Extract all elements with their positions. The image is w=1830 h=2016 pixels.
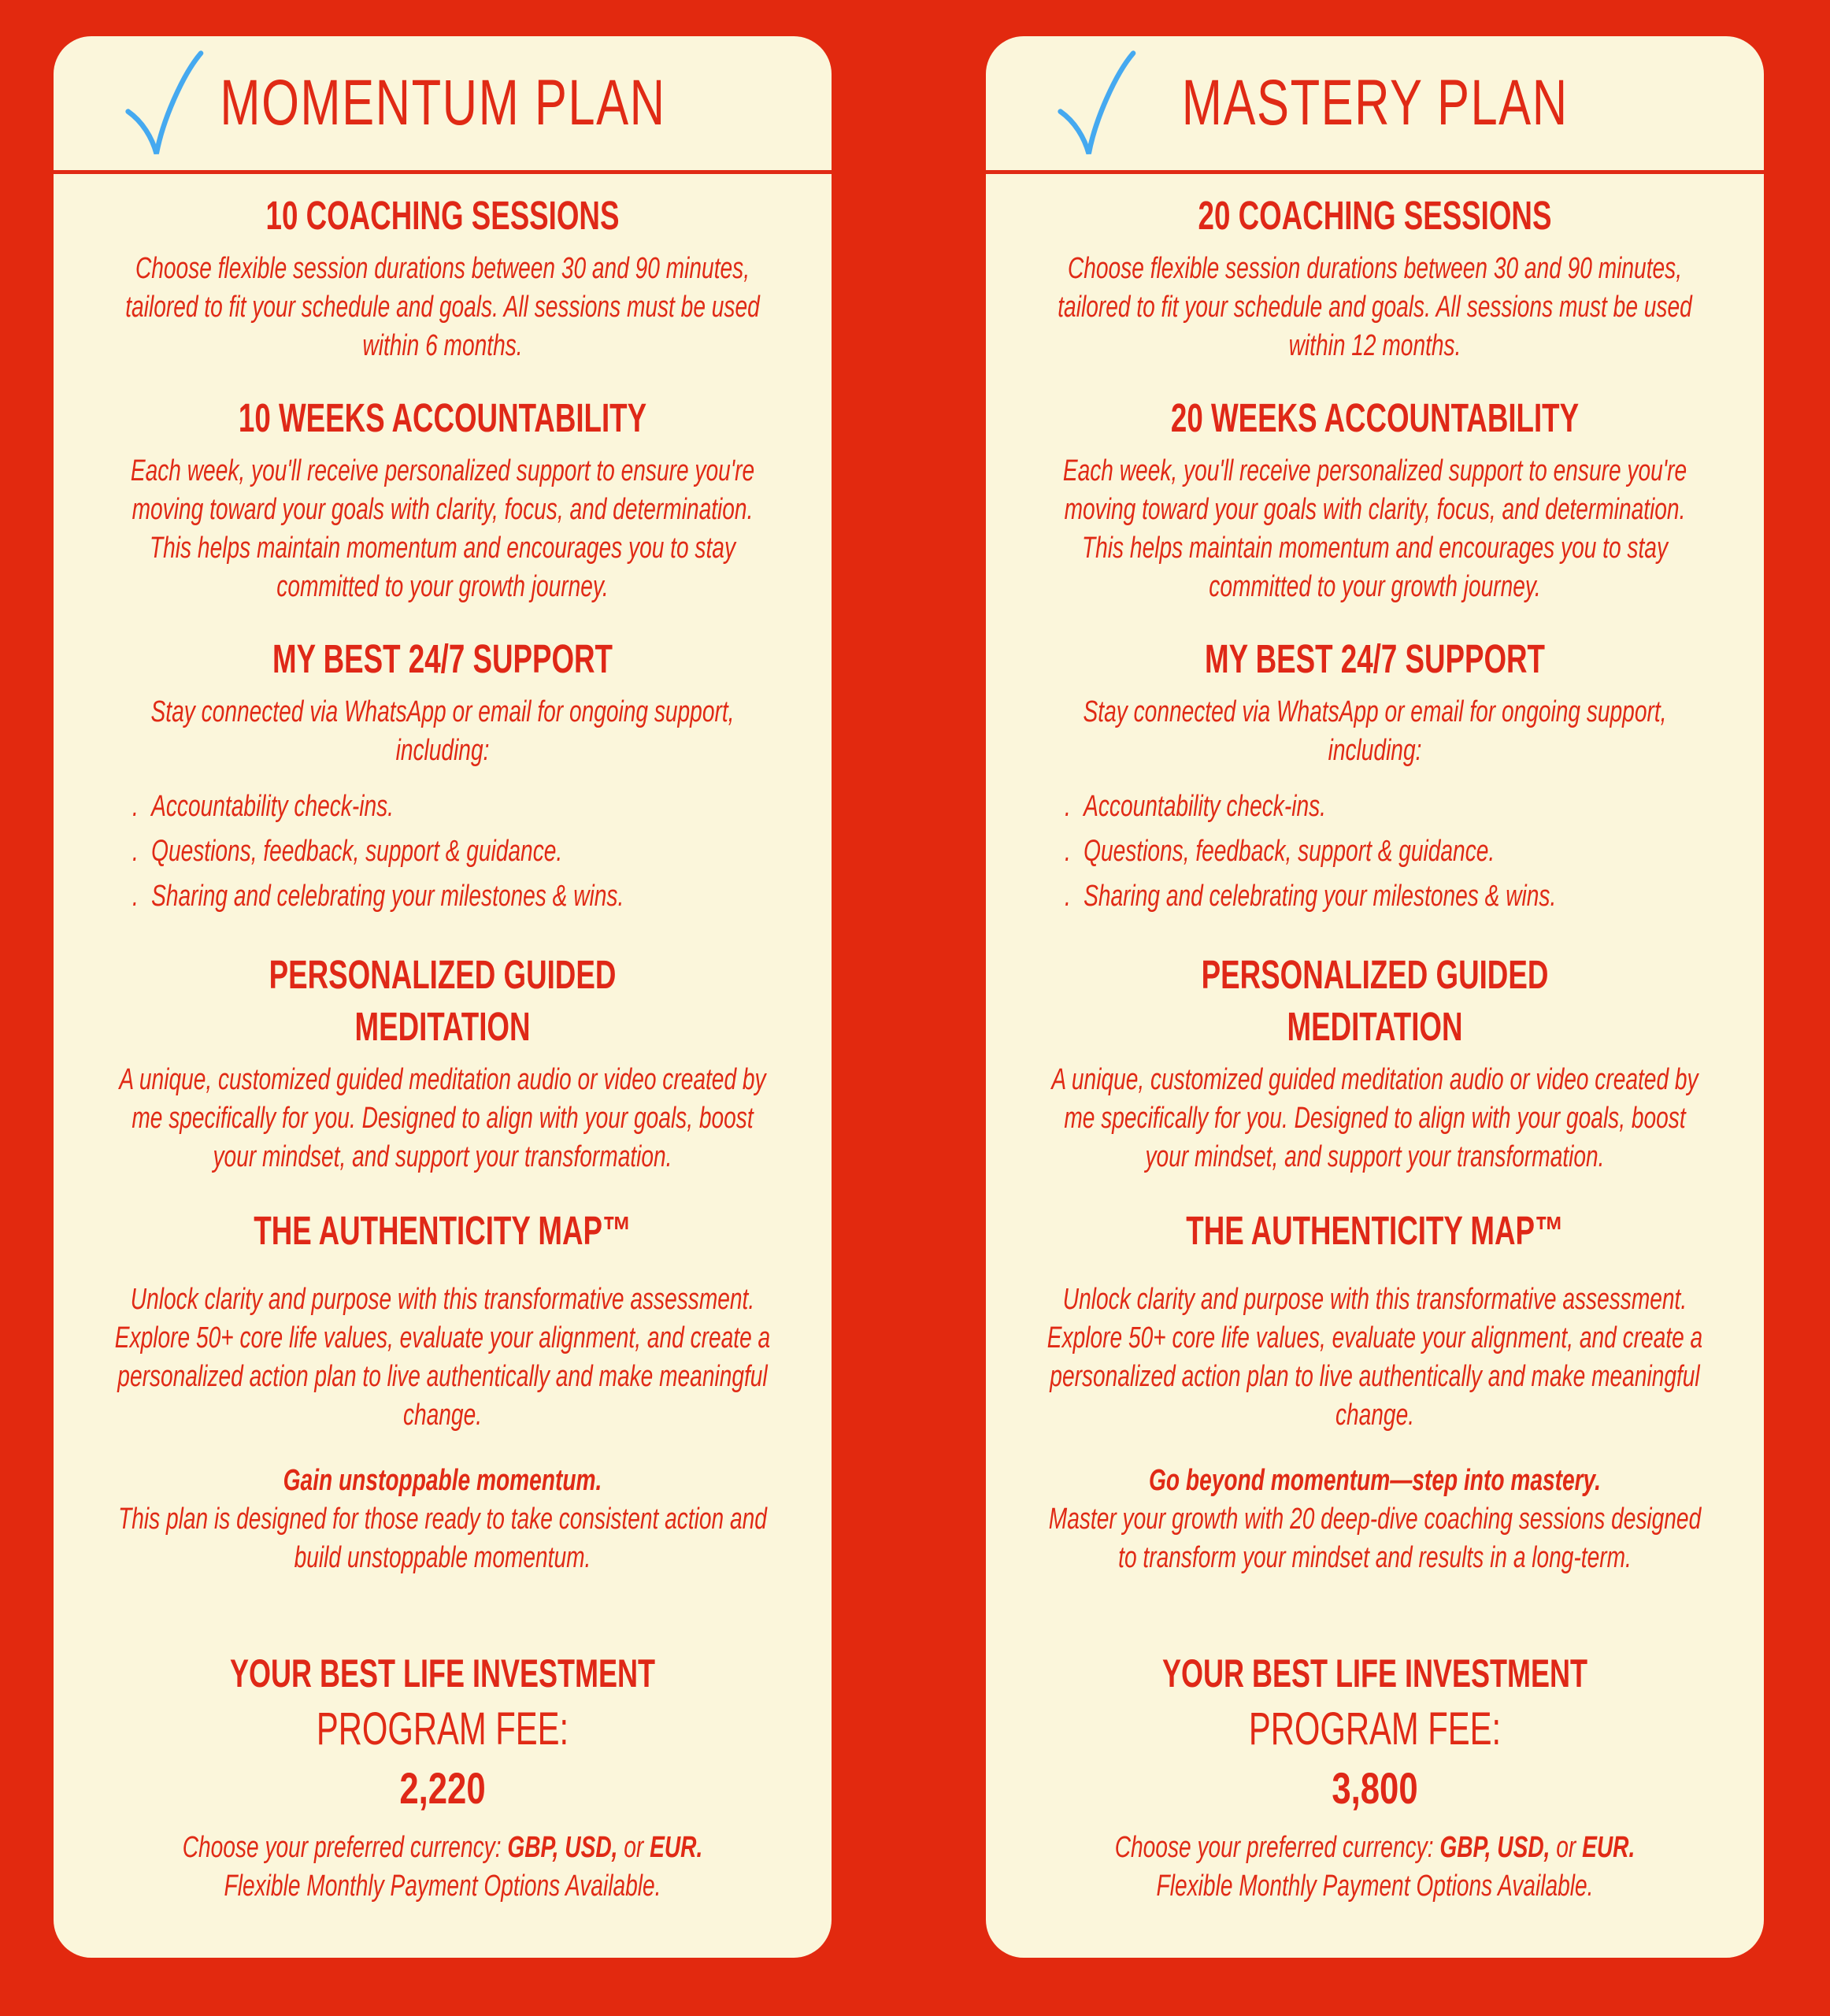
- footer-block: [1044, 1829, 1706, 1906]
- support-intro: Stay connected via WhatsApp or email for ongoing support, including:: [150, 695, 735, 767]
- investment-heading: YOUR BEST LIFE INVESTMENT: [1161, 1651, 1588, 1695]
- plan-content: [54, 190, 832, 1906]
- price-value: 2,220: [399, 1763, 486, 1813]
- list-item: [1065, 829, 1727, 874]
- plan-header: [986, 36, 1764, 174]
- map-heading: THE AUTHENTICITY MAP™: [254, 1208, 632, 1253]
- meditation-heading: PERSONALIZED GUIDED MEDITATION: [1201, 952, 1549, 1049]
- checkmark-icon: [1049, 49, 1142, 165]
- sessions-heading: 10 COACHING SESSIONS: [265, 193, 620, 238]
- price-value: 3,800: [1332, 1763, 1418, 1813]
- support-intro: Stay connected via WhatsApp or email for ongoing support, including:: [1083, 695, 1667, 767]
- list-item: [132, 784, 795, 829]
- investment-heading: YOUR BEST LIFE INVESTMENT: [229, 1651, 656, 1695]
- currency-bold: GBP, USD,: [1439, 1831, 1550, 1864]
- bullet-dot: .: [1065, 835, 1071, 868]
- footer-block: [112, 1829, 773, 1906]
- bullet-dot: .: [1065, 790, 1071, 823]
- meditation-body: A unique, customized guided meditation audio or video created by me specifically for you. Designed to align with your goals, boost your mindset, and support your transformation.: [1051, 1063, 1698, 1173]
- accountability-heading: 10 WEEKS ACCOUNTABILITY: [238, 395, 647, 440]
- list-item: [1065, 784, 1727, 829]
- list-item: [132, 829, 795, 874]
- program-fee-label: PROGRAM FEE:: [1248, 1703, 1502, 1755]
- plan-content: [986, 190, 1764, 1906]
- accountability-body: Each week, you'll receive personalized support to ensure you're moving toward your goals with clarity, focus, and determination. This helps maintain momentum and encourages you to stay committed to your growth journey.: [130, 454, 755, 603]
- payment-options-line: Flexible Monthly Payment Options Available.: [1156, 1870, 1594, 1903]
- currency-bold: EUR.: [1582, 1831, 1636, 1864]
- bullet-dot: .: [132, 880, 139, 913]
- pitch-body: Master your growth with 20 deep-dive coaching sessions designed to transform your mindset and results in a long-term.: [1048, 1503, 1702, 1574]
- currency-bold: GBP, USD,: [507, 1831, 618, 1864]
- currency-line: [1044, 1829, 1706, 1867]
- meditation-heading: PERSONALIZED GUIDED MEDITATION: [269, 952, 617, 1049]
- plan-title: MOMENTUM PLAN: [219, 67, 666, 139]
- plan-header: [54, 36, 832, 174]
- bullet-dot: .: [132, 835, 139, 868]
- program-fee-label: PROGRAM FEE:: [316, 1703, 569, 1755]
- sessions-body: Choose flexible session durations between 30 and 90 minutes, tailored to fit your schedule and goals. All sessions must be used within 6 months.: [125, 252, 760, 362]
- list-item: [1065, 874, 1727, 919]
- map-body: Unlock clarity and purpose with this transformative assessment. Explore 50+ core life values, evaluate your alignment, and create a personalized action plan to live authentically and make meaningful change.: [1047, 1283, 1703, 1432]
- support-bullet-list: [1065, 784, 1727, 919]
- checkmark-icon: [117, 49, 209, 165]
- bullet-text: Questions, feedback, support & guidance.: [1084, 835, 1495, 868]
- support-heading: MY BEST 24/7 SUPPORT: [1205, 636, 1545, 681]
- accountability-body: Each week, you'll receive personalized support to ensure you're moving toward your goals with clarity, focus, and determination. This helps maintain momentum and encourages you to stay committed to your growth journey.: [1062, 454, 1687, 603]
- plan-card-mastery: [986, 36, 1764, 1958]
- pitch-block: [112, 1462, 773, 1619]
- currency-prefix: Choose your preferred currency:: [1114, 1831, 1440, 1864]
- payment-options-line: Flexible Monthly Payment Options Available.: [224, 1870, 661, 1903]
- sessions-body: Choose flexible session durations between 30 and 90 minutes, tailored to fit your schedule and goals. All sessions must be used within 12 months.: [1058, 252, 1692, 362]
- currency-prefix: Choose your preferred currency:: [182, 1831, 508, 1864]
- bullet-text: Questions, feedback, support & guidance.: [151, 835, 563, 868]
- accountability-heading: 20 WEEKS ACCOUNTABILITY: [1170, 395, 1580, 440]
- bullet-dot: .: [132, 790, 139, 823]
- bullet-dot: .: [1065, 880, 1071, 913]
- currency-bold: EUR.: [650, 1831, 703, 1864]
- map-heading: THE AUTHENTICITY MAP™: [1186, 1208, 1564, 1253]
- plan-title: MASTERY PLAN: [1181, 67, 1569, 139]
- pitch-lead: Gain unstoppable momentum.: [283, 1464, 602, 1497]
- bullet-text: Accountability check-ins.: [151, 790, 394, 823]
- map-body: Unlock clarity and purpose with this transformative assessment. Explore 50+ core life values, evaluate your alignment, and create a personalized action plan to live authentically and make meaningful change.: [114, 1283, 771, 1432]
- plan-card-momentum: [54, 36, 832, 1958]
- list-item: [132, 874, 795, 919]
- currency-mid: or: [617, 1831, 650, 1864]
- pitch-body: This plan is designed for those ready to take consistent action and build unstoppable momentum.: [118, 1503, 767, 1574]
- pitch-block: [1044, 1462, 1706, 1619]
- support-bullet-list: [132, 784, 795, 919]
- sessions-heading: 20 COACHING SESSIONS: [1198, 193, 1552, 238]
- support-heading: MY BEST 24/7 SUPPORT: [272, 636, 613, 681]
- bullet-text: Accountability check-ins.: [1084, 790, 1326, 823]
- bullet-text: Sharing and celebrating your milestones & wins.: [1084, 880, 1557, 913]
- currency-line: [112, 1829, 774, 1867]
- currency-mid: or: [1550, 1831, 1583, 1864]
- meditation-body: A unique, customized guided meditation audio or video created by me specifically for you. Designed to align with your goals, boost your mindset, and support your transformation.: [119, 1063, 766, 1173]
- bullet-text: Sharing and celebrating your milestones & wins.: [151, 880, 624, 913]
- pitch-lead: Go beyond momentum—step into mastery.: [1149, 1464, 1601, 1497]
